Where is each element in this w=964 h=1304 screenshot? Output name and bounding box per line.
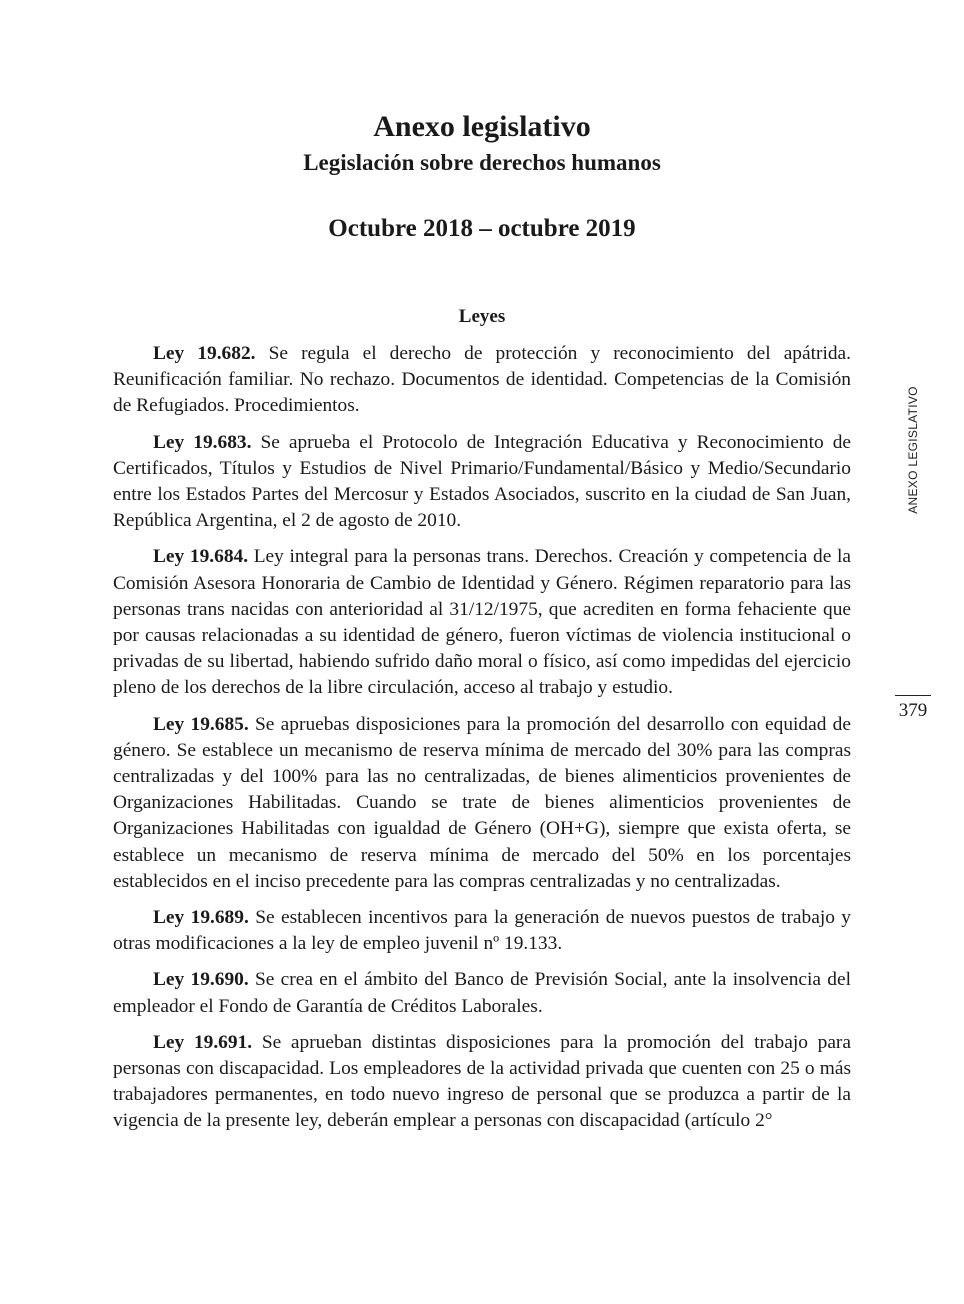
law-number: Ley 19.683. xyxy=(153,431,252,453)
law-entry xyxy=(113,1030,851,1135)
page-title: Anexo legislativo xyxy=(373,110,591,143)
page-number-rule xyxy=(895,695,931,696)
law-entry xyxy=(113,967,851,1019)
running-section-text: ANEXO LEGISLATIVO xyxy=(906,386,920,514)
law-text: Ley integral para la personas trans. Derechos. Creación y competencia de la Comisión Asesora Honoraria de Cambio de Identidad y Género. Régimen reparatorio para las personas trans nacidas con anterioridad al 31/12/1975, que acrediten en forma fehaciente que por causas relacionadas a su identidad de género, fueron víctimas de violencia institucional o privadas de su libertad, habiendo sufrido daño moral o físico, así como impedidas del ejercicio pleno de los derechos de la libre circulación, acceso al trabajo y estudio. xyxy=(113,546,851,699)
law-number: Ley 19.682. xyxy=(153,343,256,364)
law-number: Ley 19.685. xyxy=(153,713,249,735)
law-text: Se apruebas disposiciones para la promoción del desarrollo con equidad de género. Se establece un mecanismo de reserva mínima de mercado del 30% para las compras centralizadas y del 100% para las no centralizadas, de bienes alimenticios provenientes de Organizaciones Habilitadas. Cuando se trate de bienes alimenticios provenientes de Organizaciones Habilitadas con igualdad de Género (OH+G), siempre que exista oferta, se establece un mecanismo de reserva mínima de mercado del 50% en los porcentajes establecidos en el inciso precedente para las compras centralizadas y no centralizadas. xyxy=(113,713,851,892)
period-heading: Octubre 2018 – octubre 2019 xyxy=(328,215,636,242)
law-entry xyxy=(113,712,851,895)
section-heading-leyes: Leyes xyxy=(458,306,506,327)
laws-list xyxy=(113,341,851,1145)
law-text: Se aprueba el Protocolo de Integración Educativa y Reconocimiento de Certificados, Títulos y Estudios de Nivel Primario/Fundamental/Básico y Medio/Secundario entre los Estados Partes del Mercosur y Estados Asociados, suscrito en la ciudad de San Juan, República Argentina, el 2 de agosto de 2010. xyxy=(113,431,851,532)
page-number: 379 xyxy=(898,700,928,721)
law-number: Ley 19.689. xyxy=(153,907,249,929)
law-text: Se aprueban distintas disposiciones para la promoción del trabajo para personas con discapacidad. Los empleadores de la actividad privada que cuenten con 25 o más trabajadores permanentes, en todo nuevo ingreso de personal que se produzca a partir de la vigencia de la presente ley, deberán emplear a personas con discapacidad (artículo 2° xyxy=(113,1031,851,1132)
law-entry xyxy=(113,341,851,420)
law-number: Ley 19.684. xyxy=(153,546,249,568)
law-text: Se establecen incentivos para la generación de nuevos puestos de trabajo y otras modificaciones a la ley de empleo juvenil nº 19.133. xyxy=(113,907,851,955)
page-subtitle: Legislación sobre derechos humanos xyxy=(303,150,661,175)
running-section-label xyxy=(903,388,923,512)
law-number: Ley 19.691. xyxy=(153,1031,253,1053)
law-entry xyxy=(113,544,851,701)
law-text: Se regula el derecho de protección y reconocimiento del apátrida. Reunificación familiar. No rechazo. Documentos de identidad. Competencias de la Comisión de Refugiados. Procedimientos. xyxy=(113,343,851,417)
law-number: Ley 19.690. xyxy=(153,969,249,991)
law-entry xyxy=(113,430,851,535)
law-text: Se crea en el ámbito del Banco de Previsión Social, ante la insolvencia del empleador el Fondo de Garantía de Créditos Laborales. xyxy=(113,969,851,1017)
law-entry xyxy=(113,905,851,957)
